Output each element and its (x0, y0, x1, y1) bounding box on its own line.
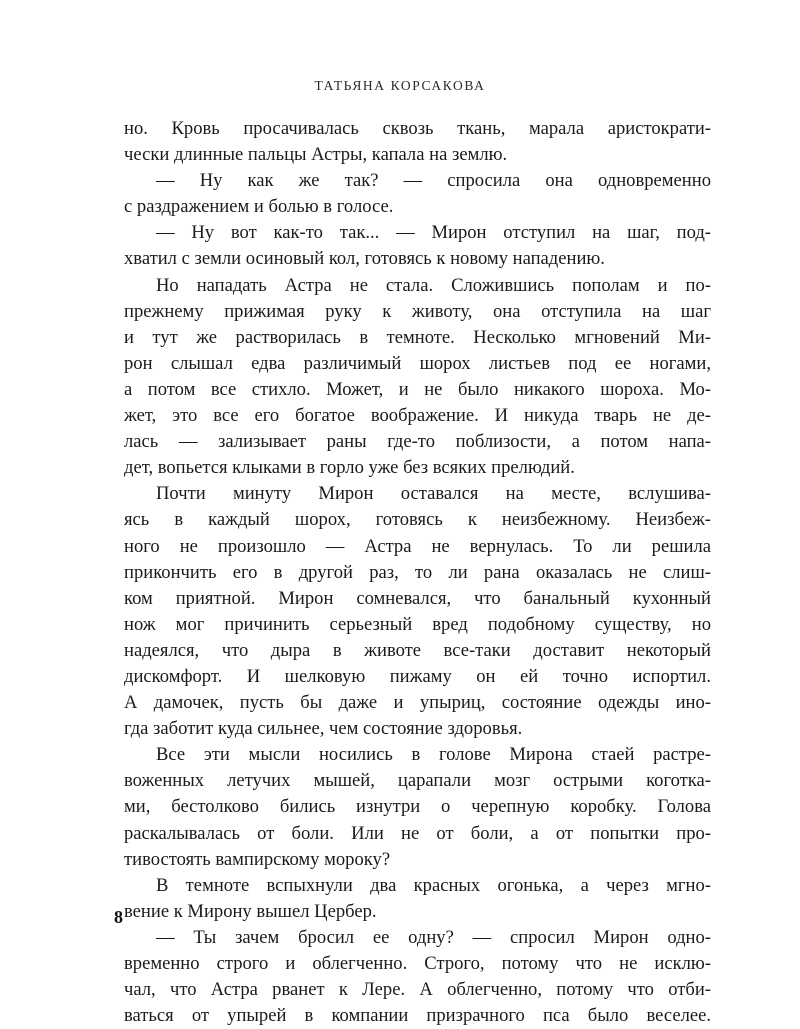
text-line: с раздражением и болью в голосе. (124, 196, 394, 218)
text-line: Все эти мысли носились в голове Мирона стаей растре- (156, 744, 711, 766)
text-line: ваться от упырей в компании призрачного пса было веселее. (124, 1005, 711, 1027)
text-line: воженных летучих мышей, царапали мозг острыми коготка- (124, 770, 711, 792)
text-line: Почти минуту Мирон оставался на месте, вслушива- (156, 483, 711, 505)
text-line: а потом все стихло. Может, и не было никакого шороха. Мо- (124, 378, 711, 400)
page-body (124, 116, 711, 1029)
text-line: А дамочек, пусть бы даже и упыриц, состояние одежды ино- (124, 692, 711, 714)
text-line: ком приятной. Мирон сомневался, что банальный кухонный (124, 587, 711, 609)
text-line: рон слышал едва различимый шорох листьев под ее ногами, (124, 352, 711, 374)
text-line: тивостоять вампирскому мороку? (124, 848, 391, 870)
text-line: — Ну как же так? — спросила она одновременно (156, 170, 711, 192)
text-line: и тут же растворилась в темноте. Несколько мгновений Ми- (124, 326, 711, 348)
text-line: жет, это все его богатое воображение. И никуда тварь не де- (124, 405, 711, 427)
text-line: — Ты зачем бросил ее одну? — спросил Мирон одно- (156, 926, 711, 948)
text-line: хватил с земли осиновый кол, готовясь к новому нападению. (124, 248, 605, 270)
text-line: В темноте вспыхнули два красных огонька, а через мгно- (156, 874, 711, 896)
text-line: надеялся, что дыра в животе все-таки доставит некоторый (124, 639, 711, 661)
text-line: Но нападать Астра не стала. Сложившись пополам и по- (156, 274, 711, 296)
text-line: нож мог причинить серьезный вред подобному существу, но (124, 613, 711, 635)
text-line: чески длинные пальцы Астры, капала на землю. (124, 144, 508, 166)
text-line: прежнему прижимая руку к животу, она отступила на шаг (124, 300, 711, 322)
text-line: гда заботит куда сильнее, чем состояние здоровья. (124, 718, 523, 740)
text-line: чал, что Астра рванет к Лере. А облегченно, потому что отби- (124, 979, 711, 1001)
text-line: вение к Мирону вышел Цербер. (124, 900, 377, 922)
text-line: дет, вопьется клыками в горло уже без всяких прелюдий. (124, 457, 575, 479)
text-line: раскалывалась от боли. Или не от боли, а от попытки про- (124, 822, 711, 844)
text-line: ми, бестолково бились изнутри о черепную коробку. Голова (124, 796, 711, 818)
text-line: временно строго и облегченно. Строго, потому что не исклю- (124, 953, 711, 974)
text-line: дискомфорт. И шелковую пижаму он ей точно испортил. (124, 665, 711, 687)
text-line: — Ну вот как-то так... — Мирон отступил на шаг, под- (156, 222, 711, 244)
text-line: лась — зализывает раны где-то поблизости, а потом напа- (124, 431, 711, 453)
page-number: 8 (114, 907, 123, 927)
text-line: прикончить его в другой раз, то ли рана оказалась не слиш- (124, 561, 711, 583)
running-head: ТАТЬЯНА КОРСАКОВА (314, 78, 486, 93)
text-line: ясь в каждый шорох, готовясь к неизбежному. Неизбеж- (124, 509, 711, 531)
text-line: но. Кровь просачивалась сквозь ткань, марала аристократи- (124, 118, 711, 139)
text-line: ного не произошло — Астра не вернулась. То ли решила (124, 535, 711, 557)
